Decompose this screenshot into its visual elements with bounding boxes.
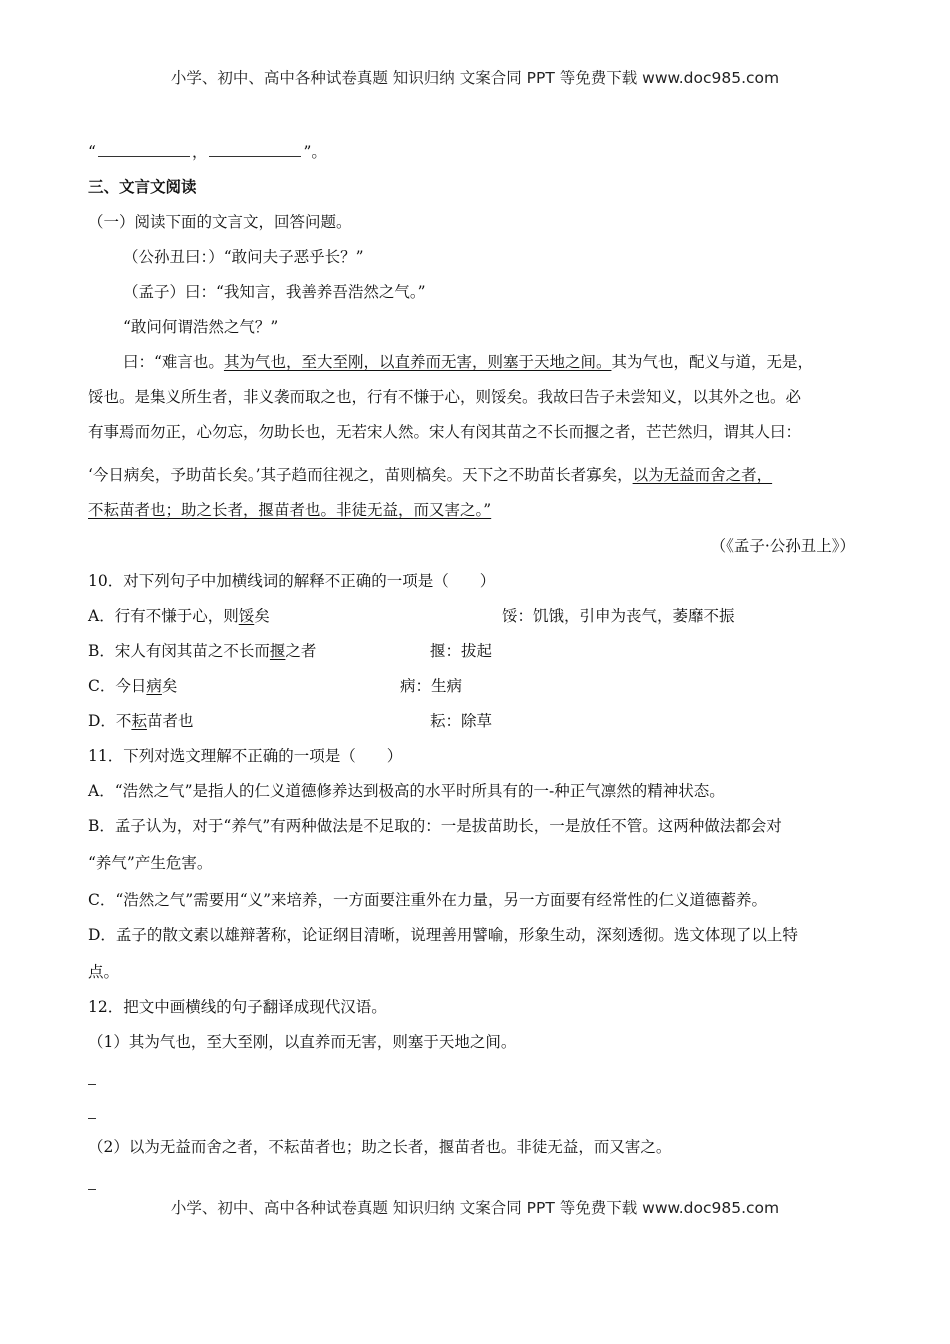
blank-comma: ， (191, 143, 208, 161)
option-gloss: 馁：饥饿，引申为丧气，萎靡不振 (502, 607, 735, 625)
option-text: C．今日 (88, 677, 147, 695)
option-text: 之者 (285, 642, 317, 660)
q10-option-c[interactable] (88, 676, 848, 696)
passage-text: ‘今日病矣，予助苗长矣。’其子趋而往视之，苗则槁矣。天下之不助苗长者寡矣， (88, 466, 633, 484)
q10-option-b[interactable] (88, 641, 848, 661)
passage-source: （《孟子·公孙丑上》） (710, 537, 855, 555)
passage-line-5: 馁也。是集义所生者，非义袭而取之也，行有不慊于心，则馁矣。我故曰告子未尝知义，以其外之也。必 (88, 388, 802, 406)
open-quote: “ (88, 143, 96, 161)
passage-text: 曰：“难言也。 (123, 353, 224, 371)
answer-blank-line (88, 142, 327, 162)
passage-text: 其为气也，配义与道，无是， (611, 353, 813, 371)
q11-option-b[interactable]: B．孟子认为，对于“养气”有两种做法是不足取的：一是拔苗助长，一是放任不管。这两种做法都会对 (88, 817, 782, 835)
option-text: 苗者也 (146, 712, 194, 730)
option-text: 矣 (254, 607, 270, 625)
q10-option-a[interactable] (88, 606, 848, 626)
underlined-word: 馁 (238, 607, 255, 625)
underlined-sentence-1: 其为气也，至大至刚，以直养而无害，则塞于天地之间。 (223, 353, 612, 371)
passage-line-4 (123, 352, 813, 372)
underlined-word: 病 (146, 677, 162, 695)
answer-line[interactable] (88, 1189, 96, 1190)
option-text: D．不 (88, 712, 132, 730)
option-text: 矣 (161, 677, 178, 695)
option-gloss: 病：生病 (400, 677, 463, 695)
underlined-word: 耘 (131, 712, 147, 730)
q11-option-b-cont: “养气”产生危害。 (88, 854, 213, 872)
q11-option-c[interactable]: C．“浩然之气”需要用“义”来培养，一方面要注重外在力量，另一方面要有经常性的仁义道德蓄养。 (88, 891, 768, 909)
q12-sentence-2: （2）以为无益而舍之者，不耘苗者也；助之长者，揠苗者也。非徒无益，而又害之。 (88, 1138, 672, 1156)
passage-line-7 (88, 465, 772, 485)
option-gloss: 揠：拔起 (430, 642, 493, 660)
option-text: A．行有不慊于心，则 (88, 607, 239, 625)
close-quote: ”。 (303, 143, 327, 161)
q10-option-d[interactable] (88, 711, 848, 731)
option-text: B．宋人有闵其苗之不长而 (88, 642, 270, 660)
q12-stem: 12．把文中画横线的句子翻译成现代汉语。 (88, 998, 387, 1016)
underlined-sentence-2a: 以为无益而舍之者， (632, 466, 773, 484)
underlined-word: 揠 (269, 642, 286, 660)
passage-intro: （一）阅读下面的文言文，回答问题。 (88, 213, 352, 231)
passage-line-6: 有事焉而勿正，心勿忘，勿助长也，无若宋人然。宋人有闵其苗之不长而揠之者，芒芒然归，谓其人曰： (88, 423, 802, 441)
answer-line[interactable] (88, 1118, 96, 1119)
underlined-sentence-2b: 不耘苗者也；助之长者，揠苗者也。非徒无益，而又害之。” (88, 501, 492, 519)
page-header: 小学、初中、高中各种试卷真题 知识归纳 文案合同 PPT 等免费下载 www.doc985.com (170, 69, 780, 87)
section-title: 三、文言文阅读 (88, 178, 197, 196)
q12-sentence-1: （1）其为气也，至大至刚，以直养而无害，则塞于天地之间。 (88, 1033, 517, 1051)
answer-blank-1[interactable] (98, 144, 190, 157)
q11-option-d[interactable]: D．孟子的散文素以雄辩著称，论证纲目清晰，说理善用譬喻，形象生动，深刻透彻。选文体现了以上特 (88, 926, 798, 944)
q11-stem: 11．下列对选文理解不正确的一项是（ ） (88, 747, 403, 765)
q11-option-a[interactable]: A．“浩然之气”是指人的仁义道德修养达到极高的水平时所具有的一-种正气凛然的精神状态。 (88, 782, 725, 800)
passage-line-3: “敢问何谓浩然之气？” (123, 318, 279, 336)
option-gloss: 耘：除草 (430, 712, 493, 730)
q11-option-d-cont: 点。 (88, 963, 120, 981)
page-footer: 小学、初中、高中各种试卷真题 知识归纳 文案合同 PPT 等免费下载 www.doc985.com (170, 1199, 780, 1217)
answer-line[interactable] (88, 1084, 96, 1085)
q10-stem: 10．对下列句子中加横线词的解释不正确的一项是（ ） (88, 572, 496, 590)
passage-line-2: （孟子）曰：“我知言，我善养吾浩然之气。” (123, 283, 426, 301)
passage-line-1: （公孙丑曰：）“敢问夫子恶乎长？” (123, 248, 364, 266)
answer-blank-2[interactable] (209, 144, 301, 157)
